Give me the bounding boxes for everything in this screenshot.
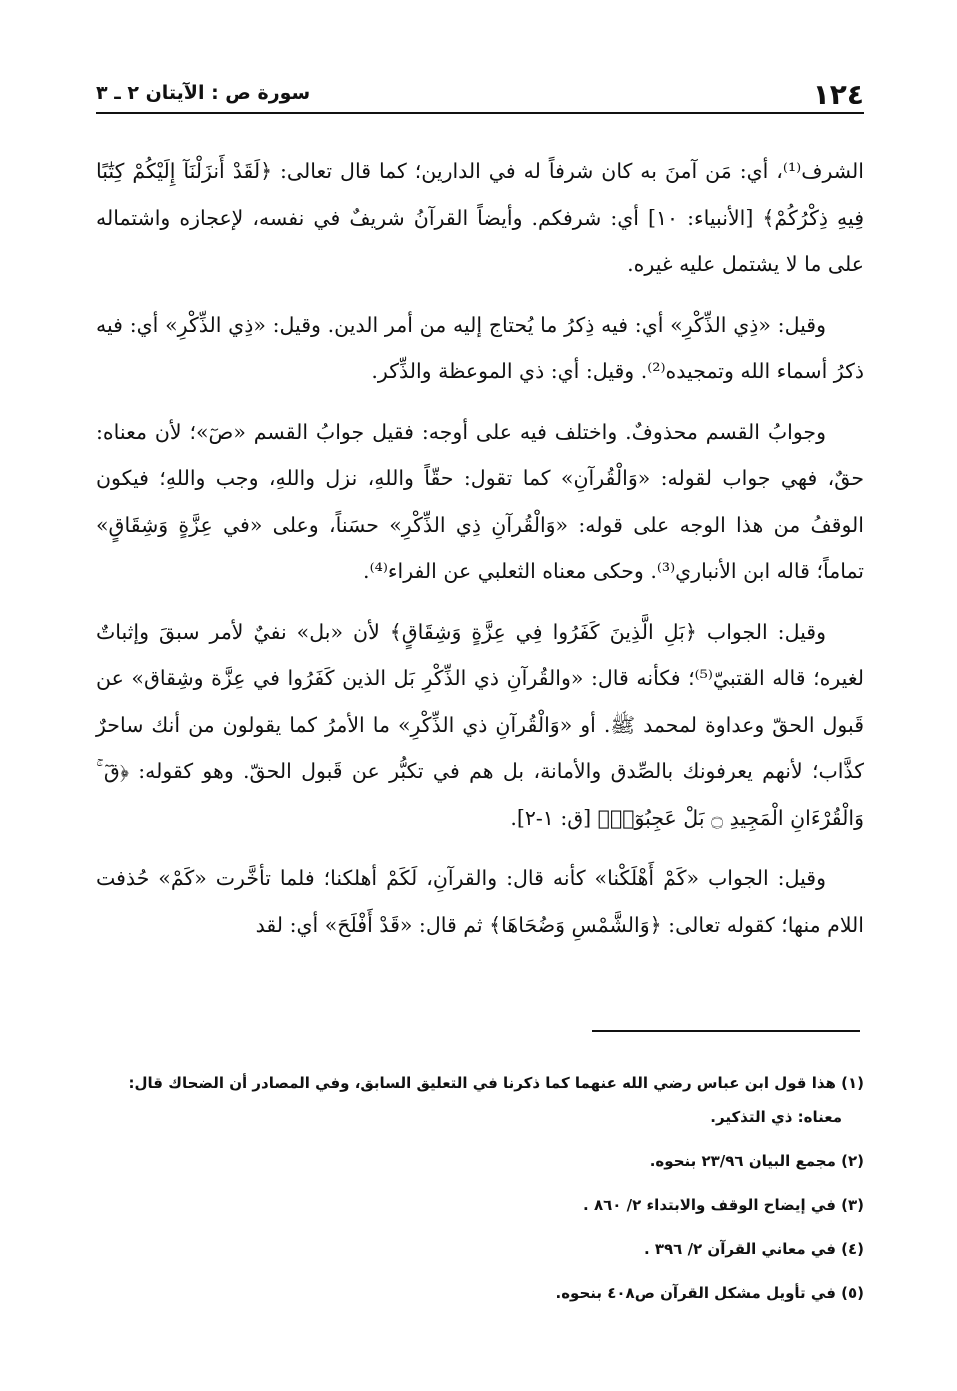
paragraph: وجوابُ القسم محذوفٌ. واختلف فيه على أوجه: فقيل جوابُ القسم «صٓ»؛ لأن معناه: حقٌ، فهي جواب لقوله: «وَالْقُرآنِ» كما تقول: حقّاً واللهِ، نزل واللهِ، وجب واللهِ؛ فيكون الوقفُ من هذا الوجه على قوله: «وَالْقُرآنِ ذِي الذِّكْرِ» حسَناً، وعلى «في عِزَّةٍ وَشِقَاقٍ» تماماً؛ قاله ابن الأنباري⁽³⁾. وحكى معناه الثعلبي عن الفراء⁽⁴⁾. xyxy=(96,419,864,583)
footnote-5: (٥) في تأويل مشكل القرآن ص٤٠٨ بنحوه. xyxy=(555,1284,864,1302)
main-text xyxy=(96,148,864,962)
page-header xyxy=(96,80,864,114)
paragraph: وقيل: الجواب «كَمْ أَهْلَكْنا» كأنه قال: والقرآنِ، لَكَمْ أهلكنا؛ فلما تأخَّرت «كَمْ» حُذفت اللام منها؛ كقوله تعالى: ﴿وَالشَّمْسِ وَضُحَاهَا﴾ ثم قال: «قَدْ أَفْلَحَ» أي: لقد xyxy=(96,866,864,937)
running-title: سورة ص : الآيتان ٢ ـ ٣ xyxy=(96,82,311,104)
footnote-4: (٤) في معاني القرآن ٢/ ٣٩٦ . xyxy=(643,1240,864,1258)
footnote-3: (٣) في إيضاح الوقف والابتداء ٢/ ٨٦٠ . xyxy=(583,1196,864,1214)
footnote-separator xyxy=(592,1030,860,1032)
footnotes xyxy=(96,1066,864,1320)
footnote-2: (٢) مجمع البيان ٢٣/٩٦ بنحوه. xyxy=(649,1152,864,1170)
paragraph: الشرف⁽¹⁾، أي: مَن آمنَ به كان شرفاً له في الدارين؛ كما قال تعالى: ﴿لَقَدْ أَنزَلْنَآ إِلَيْكُمْ كِتَٰبًا فِيهِ ذِكْرُكُمْ﴾ [الأنبياء: ١٠] أي: شرفكم. وأيضاً القرآنُ شريفٌ في نفسه، لإعجازه واشتماله على ما لا يشتمل عليه غيره. xyxy=(96,159,864,276)
paragraph: وقيل: «ذِي الذِّكْرِ» أي: فيه ذِكرُ ما يُحتاج إليه من أمر الدين. وقيل: «ذِي الذِّكْرِ» أي: فيه ذكرُ أسماء الله وتمجيده⁽²⁾. وقيل: أي: ذي الموعظة والذِّكر. xyxy=(96,312,864,383)
paragraph: وقيل: الجواب ﴿بَلِ الَّذِينَ كَفَرُوا فِي عِزَّةٍ وَشِقَاقٍ﴾ لأن «بل» نفيٌ لأمر سبقَ وإثباتٌ لغيره؛ قاله القتبيّ⁽⁵⁾؛ فكأنه قال: «والقُرآنِ ذي الذِّكْرِ بَل الذين كَفَرُوا في عِزَّة وشِقاق» عن قَبول الحقّ وعداوة لمحمد ﷺ. أو «وَالْقُرآنِ ذي الذِّكْرِ» ما الأمرُ كما يقولون من أنك ساحرٌ كذَّاب؛ لأنهم يعرفونك بالصِّدق والأمانة، بل هم في تكبُّر عن قَبول الحقّ. وهو كقوله: ﴿قٓ ۚ وَالْقُرْءَانِ الْمَجِيدِ ۝ بَلْ عَجِبُوٓا۟﴾ [ق: ١-٢]. xyxy=(96,619,864,830)
footnote-1: (١) هذا قول ابن عباس رضي الله عنهما كما ذكرنا في التعليق السابق، وفي المصادر أن الضحاك قال: xyxy=(128,1074,864,1092)
footnote-1-continued: معناه: ذي التذكير. xyxy=(710,1108,842,1126)
page-number: ١٢٤ xyxy=(812,78,864,111)
